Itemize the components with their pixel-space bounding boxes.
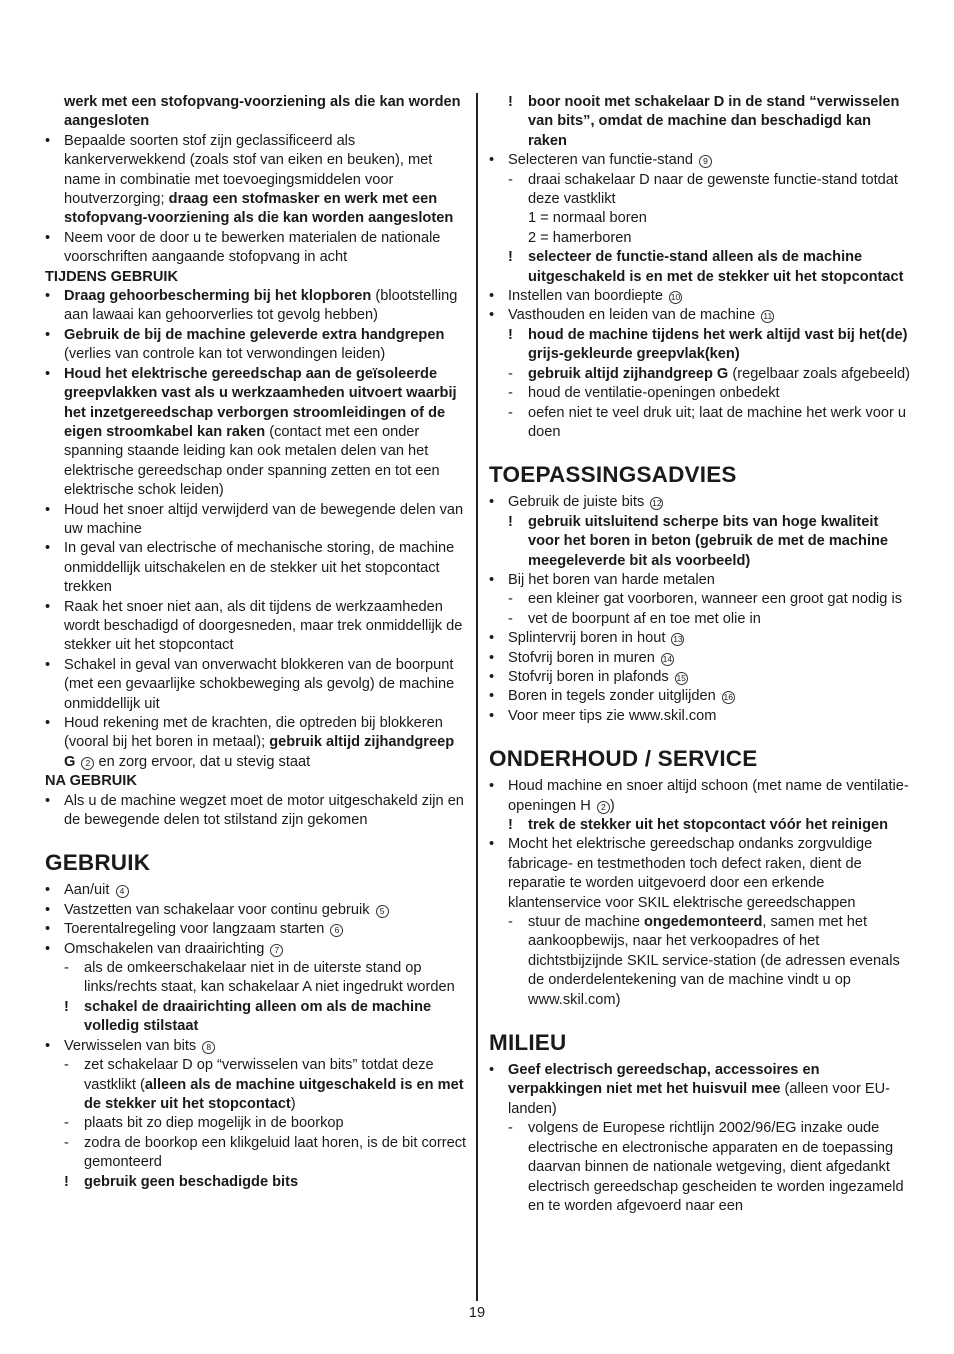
text-run: Houd het elektrische gereedschap aan de geïsoleerde greepvlakken vast als u werkzaamheden uitvoert waarbij het inzetgereedschap verborgen stroomleidingen of de eigen stroomkabel kan raken xyxy=(64,365,457,440)
warning-marker: ! xyxy=(508,817,513,833)
item-text xyxy=(64,93,467,132)
list-marker: • xyxy=(489,494,495,511)
right-column xyxy=(489,93,911,1216)
text-run: Houd het snoer altijd verwijderd van de bewegende delen van uw machine xyxy=(64,501,464,537)
item-text xyxy=(64,1037,467,1056)
item-text xyxy=(84,998,467,1037)
dash-item xyxy=(489,384,911,403)
bullet-item xyxy=(489,306,911,325)
bullet-item xyxy=(489,287,911,306)
warning-item xyxy=(45,998,467,1037)
left-column xyxy=(45,93,467,1192)
dash-item xyxy=(489,610,911,629)
bullet-item xyxy=(45,714,467,772)
text-run: oefen niet te veel druk uit; laat de machine het werk voor u doen xyxy=(528,404,907,440)
list-marker: • xyxy=(45,792,51,809)
item-text xyxy=(528,404,911,443)
text-run: 1 = normaal boren xyxy=(528,210,647,227)
warning-item xyxy=(489,93,911,151)
text-run: ) xyxy=(290,1095,296,1112)
warning-marker: ! xyxy=(64,1173,69,1190)
bullet-item xyxy=(489,649,911,668)
dash-item xyxy=(489,1119,911,1216)
item-text xyxy=(84,1134,467,1173)
figure-reference-number: 12 xyxy=(652,498,662,509)
text-run: In geval van electrische of mechanische storing, de machine onmiddellijk uitschakelen en de stekker uit het stopcontact trekken xyxy=(64,540,455,596)
list-marker: • xyxy=(45,598,51,615)
item-text xyxy=(528,229,911,248)
list-marker: • xyxy=(489,288,495,305)
text-run: TOEPASSINGSADVIES xyxy=(489,462,737,488)
item-text xyxy=(508,493,911,512)
text-run: ONDERHOUD / SERVICE xyxy=(489,746,758,772)
page-number: 19 xyxy=(468,1305,486,1321)
text-run: NA GEBRUIK xyxy=(45,773,137,790)
text-run: Verwisselen van bits xyxy=(64,1037,201,1054)
text-run: draag een stofmasker en werk met een stofopvang-voorziening als die kan worden aangesloten xyxy=(64,191,454,227)
subsection-label xyxy=(45,268,467,287)
figure-reference-number: 14 xyxy=(662,653,673,664)
list-marker: - xyxy=(508,404,513,421)
figure-reference-number: 16 xyxy=(723,692,733,703)
item-text xyxy=(508,287,911,306)
item-text xyxy=(528,513,911,571)
list-marker: • xyxy=(489,152,495,169)
list-marker: • xyxy=(489,836,495,853)
dash-item xyxy=(45,959,467,998)
text-run: draai schakelaar D naar de gewenste functie-stand totdat deze vastklikt xyxy=(528,171,898,208)
bullet-item xyxy=(45,365,467,501)
item-text xyxy=(508,687,911,706)
text-run: 2 = hamerboren xyxy=(528,229,632,246)
warning-item xyxy=(45,1173,467,1192)
item-text xyxy=(64,881,467,900)
text-run: vet de boorpunt af en toe met olie in xyxy=(528,610,761,627)
item-text xyxy=(45,268,467,287)
text-run: Mocht het elektrische gereedschap ondanks zorgvuldige fabricage- en testmethoden toch defect raken, dient de reparatie te worden uitgevoerd door een erkende klantenservice voor SKIL elektrische gereedschappen xyxy=(508,836,873,911)
item-text xyxy=(84,959,467,998)
text-run: ongedemonteerd xyxy=(644,914,763,931)
text-run: Aan/uit xyxy=(64,882,114,899)
dash-item xyxy=(45,1134,467,1173)
text-run: als de omkeerschakelaar niet in de uiterste stand op links/rechts staat, kan schakelaar A niet ingedrukt worden xyxy=(84,960,455,996)
text-run: Schakel in geval van onverwacht blokkeren van de boorpunt (met een gevaarlijke schokbeweging als gevolg) de machine onmiddellijk uit xyxy=(64,656,455,712)
text-run: MILIEU xyxy=(489,1030,567,1056)
text-run: GEBRUIK xyxy=(45,850,151,876)
bullet-item xyxy=(45,287,467,326)
bullet-item xyxy=(45,132,467,229)
list-marker: • xyxy=(45,940,51,957)
bullet-item xyxy=(45,792,467,831)
list-marker: • xyxy=(489,778,495,795)
item-text xyxy=(64,940,467,959)
list-marker: • xyxy=(489,571,495,588)
warning-marker: ! xyxy=(508,94,513,110)
item-text xyxy=(64,901,467,920)
bullet-item xyxy=(45,501,467,540)
item-text xyxy=(528,93,911,151)
text-run: boor nooit met schakelaar D in de stand “verwisselen van bits”, omdat de machine dan beschadigd kan raken xyxy=(528,94,900,149)
list-marker: - xyxy=(64,960,69,977)
text-run: trek de stekker uit het stopcontact vóór het reinigen xyxy=(528,817,889,833)
list-marker: • xyxy=(45,921,51,938)
item-text xyxy=(508,649,911,668)
warning-item xyxy=(489,513,911,571)
text-run: plaats bit zo diep mogelijk in de boorkop xyxy=(84,1115,344,1132)
text-run: (verlies van controle kan tot verwondingen leiden) xyxy=(64,346,386,363)
text-run: selecteer de functie-stand alleen als de machine uitgeschakeld is en met de stekker uit het stopcontact xyxy=(528,249,904,285)
bullet-item xyxy=(489,1061,911,1119)
text-run: Bepaalde soorten stof zijn geclassificeerd als kankerverwekkend (zoals stof van eiken en beuken), met name in combinatie met toevoegingsmiddelen voor houtverzorging; xyxy=(64,132,433,208)
dash-item xyxy=(489,365,911,384)
bullet-item xyxy=(489,777,911,816)
subsection-label xyxy=(45,772,467,791)
text-run: werk met een stofopvang-voorziening als die kan worden aangesloten xyxy=(64,94,461,130)
text-run: gebruik uitsluitend scherpe bits van hoge kwaliteit voor het boren in beton (gebruik de met de machine meegeleverde bit als voorbeeld) xyxy=(528,513,889,569)
text-run: alleen als de machine uitgeschakeld is en met de stekker uit het stopcontact xyxy=(84,1076,464,1112)
list-marker: - xyxy=(508,385,513,402)
list-marker: • xyxy=(489,688,495,705)
figure-reference-number: 4 xyxy=(116,885,129,898)
text-run: houd de machine tijdens het werk altijd vast bij het(de) grijs-gekleurde greepvlak(ken) xyxy=(528,326,908,363)
item-text xyxy=(528,326,911,365)
item-text xyxy=(64,920,467,939)
item-text xyxy=(508,777,911,816)
text-run: Boren in tegels zonder uitglijden xyxy=(508,688,720,705)
bullet-item xyxy=(45,940,467,959)
item-text xyxy=(528,171,911,210)
text-run: houd de ventilatie-openingen onbedekt xyxy=(528,385,780,402)
text-run: (regelbaar zoals afgebeeld) xyxy=(728,365,911,382)
dash-item xyxy=(489,404,911,443)
text-run: (contact met een onder spanning staande leiding kan ook metalen delen van het elektrische gereedschap onder spanning zetten en tot een elektrische schok leiden) xyxy=(64,423,440,499)
list-marker: - xyxy=(64,1057,69,1074)
figure-reference-number: 9 xyxy=(699,155,712,168)
item-text xyxy=(64,714,467,772)
text-run: Toerentalregeling voor langzaam starten xyxy=(64,921,329,938)
item-text xyxy=(64,132,467,229)
bullet-item xyxy=(489,571,911,590)
text-run: Splintervrij boren in hout xyxy=(508,630,670,647)
dash-item xyxy=(45,1056,467,1114)
item-text xyxy=(528,590,911,609)
text-run: Draag gehoorbescherming bij het klopboren xyxy=(64,288,372,305)
list-marker: - xyxy=(508,365,513,382)
bullet-item xyxy=(45,598,467,656)
figure-reference-number: 2 xyxy=(81,757,94,770)
bullet-item xyxy=(45,229,467,268)
section-heading xyxy=(45,830,467,881)
item-text xyxy=(508,668,911,687)
item-text xyxy=(64,792,467,831)
bullet-item xyxy=(489,835,911,913)
list-marker xyxy=(45,93,64,132)
text-run: Gebruik de juiste bits xyxy=(508,494,649,511)
figure-reference-number: 8 xyxy=(202,1041,215,1054)
item-text xyxy=(64,229,467,268)
text-run: en zorg ervoor, dat u stevig staat xyxy=(94,753,311,770)
item-text xyxy=(64,598,467,656)
bullet-item xyxy=(45,326,467,365)
text-run: gebruik altijd zijhandgreep G xyxy=(528,365,729,382)
list-marker: - xyxy=(508,1120,513,1137)
text-run: ) xyxy=(609,797,615,814)
list-marker xyxy=(508,209,528,228)
list-marker: • xyxy=(489,707,495,724)
dash-item-continued xyxy=(489,209,911,228)
item-text xyxy=(528,384,911,403)
item-text xyxy=(508,151,911,170)
text-run: gebruik geen beschadigde bits xyxy=(84,1173,299,1190)
text-run: Vasthouden en leiden van de machine xyxy=(508,307,760,324)
list-marker: • xyxy=(489,668,495,685)
section-heading xyxy=(489,726,911,777)
list-marker: - xyxy=(508,610,513,627)
dash-item-continued xyxy=(489,229,911,248)
list-marker: • xyxy=(489,307,495,324)
bullet-item xyxy=(45,920,467,939)
text-run: (blootstelling aan lawaai kan gehoorverlies tot gevolg hebben) xyxy=(64,288,458,324)
text-run: Instellen van boordiepte xyxy=(508,288,668,305)
item-text xyxy=(45,772,467,791)
bullet-item xyxy=(489,493,911,512)
item-text xyxy=(64,656,467,714)
figure-reference-number: 13 xyxy=(673,634,683,645)
text-run: Bij het boren van harde metalen xyxy=(508,571,715,588)
figure-reference-number: 2 xyxy=(597,801,610,814)
item-text xyxy=(64,501,467,540)
text-run: Voor meer tips zie www.skil.com xyxy=(508,707,717,724)
list-marker: • xyxy=(45,288,51,305)
text-run: Gebruik de bij de machine geleverde extra handgrepen xyxy=(64,326,445,343)
list-marker: • xyxy=(45,365,51,382)
list-marker: • xyxy=(489,1062,495,1079)
list-marker: - xyxy=(508,591,513,608)
dash-item xyxy=(489,171,911,210)
item-text xyxy=(64,287,467,326)
bullet-item xyxy=(489,707,911,726)
item-text xyxy=(508,707,911,726)
list-marker: • xyxy=(45,882,51,899)
column-divider xyxy=(476,93,478,1301)
warning-marker: ! xyxy=(64,998,69,1015)
warning-item xyxy=(489,816,911,835)
list-marker: • xyxy=(45,715,51,731)
text-run: stuur de machine xyxy=(528,914,645,931)
item-text xyxy=(528,248,911,287)
item-text xyxy=(528,209,911,228)
list-marker: • xyxy=(45,901,51,918)
list-marker: • xyxy=(45,229,51,246)
section-heading xyxy=(489,1010,911,1061)
item-text xyxy=(528,365,911,384)
bullet-item xyxy=(489,629,911,648)
dash-item xyxy=(45,1114,467,1133)
item-text xyxy=(84,1114,467,1133)
list-marker: - xyxy=(508,914,513,931)
text-run: Houd rekening met de krachten, die optreden bij blokkeren (vooral bij het boren in metaal); xyxy=(64,715,443,751)
text-run: volgens de Europese richtlijn 2002/96/EG inzake oude electrische en electronische apparaten en de toepassing daarvan binnen de nationale wetgeving, dient afgedankt electrisch gereedschap gescheiden te worden ingezameld en te worden afgevoerd naar een xyxy=(528,1120,904,1214)
item-text xyxy=(84,1056,467,1114)
warning-marker: ! xyxy=(508,326,513,343)
text-run: zet schakelaar D op “verwisselen van bits” totdat deze vastklikt ( xyxy=(84,1057,434,1093)
bullet-item xyxy=(489,668,911,687)
item-text xyxy=(84,1173,467,1192)
text-run: schakel de draairichting alleen om als de machine volledig stilstaat xyxy=(84,998,432,1035)
text-run: Selecteren van functie-stand xyxy=(508,152,698,169)
text-run: (alleen voor EU-landen) xyxy=(508,1081,890,1117)
list-marker: - xyxy=(64,1134,69,1151)
item-text xyxy=(528,816,911,835)
list-marker: • xyxy=(45,501,51,518)
bullet-item xyxy=(45,539,467,597)
text-run: Raak het snoer niet aan, als dit tijdens de werkzaamheden wordt beschadigd of doorgesneden, maar trek onmiddellijk de stekker uit het stopcontact xyxy=(64,598,463,654)
text-run: Geef electrisch gereedschap, accessoires en verpakkingen niet met het huisvuil mee xyxy=(508,1062,820,1098)
item-text xyxy=(64,365,467,501)
bullet-item xyxy=(489,151,911,170)
list-marker: • xyxy=(489,630,495,647)
list-marker xyxy=(508,229,528,248)
list-marker: - xyxy=(64,1115,69,1132)
text-run: een kleiner gat voorboren, wanneer een groot gat nodig is xyxy=(528,591,903,608)
list-marker: • xyxy=(489,649,495,666)
text-run: Neem voor de door u te bewerken materialen de nationale voorschriften aangaande stofopvang in acht xyxy=(64,229,441,266)
item-text xyxy=(528,1119,911,1216)
text-run: Stofvrij boren in plafonds xyxy=(508,668,673,685)
text-run: TIJDENS GEBRUIK xyxy=(45,268,178,285)
warning-item xyxy=(489,248,911,287)
bullet-item xyxy=(489,687,911,706)
text-run: Stofvrij boren in muren xyxy=(508,649,659,666)
text-run: , samen met het aankoopbewijs, naar het verkoopadres of het dichtstbijzijnde SKIL service-station (de adressen evenals de onderdelentekening van de machine vindt u op www.skil.com) xyxy=(528,914,900,1008)
list-marker: • xyxy=(45,656,51,673)
figure-reference-number: 6 xyxy=(330,924,343,937)
list-marker: • xyxy=(45,132,51,149)
item-text xyxy=(64,326,467,365)
figure-reference-number: 10 xyxy=(670,292,681,303)
text-run: zodra de boorkop een klikgeluid laat horen, is de bit correct gemonteerd xyxy=(84,1134,467,1171)
item-text xyxy=(508,629,911,648)
list-marker: • xyxy=(45,326,51,343)
dash-item xyxy=(489,913,911,1010)
list-marker: • xyxy=(45,540,51,557)
text-run: Als u de machine wegzet moet de motor uitgeschakeld zijn en de bewegende delen tot stilstand zijn gekomen xyxy=(64,792,464,829)
bullet-item xyxy=(45,1037,467,1056)
figure-reference-number: 15 xyxy=(676,672,686,683)
section-heading xyxy=(489,442,911,493)
item-text xyxy=(508,571,911,590)
list-marker: • xyxy=(45,1037,51,1054)
list-marker: - xyxy=(508,171,513,188)
item-text xyxy=(508,306,911,325)
item-text xyxy=(64,539,467,597)
bullet-item xyxy=(45,881,467,900)
figure-reference-number: 5 xyxy=(376,905,389,918)
item-text xyxy=(508,1061,911,1119)
figure-reference-number: 7 xyxy=(270,944,283,957)
text-run: gebruik altijd zijhandgreep G xyxy=(64,734,455,770)
dash-item xyxy=(489,590,911,609)
warning-marker: ! xyxy=(508,249,513,266)
text-run: Houd machine en snoer altijd schoon (met name de ventilatie-openingen H xyxy=(508,778,909,814)
bullet-item-continued xyxy=(45,93,467,132)
warning-item xyxy=(489,326,911,365)
text-run: Omschakelen van draairichting xyxy=(64,940,269,957)
bullet-item xyxy=(45,901,467,920)
warning-marker: ! xyxy=(508,513,513,530)
figure-reference-number: 11 xyxy=(761,310,774,323)
item-text xyxy=(528,913,911,1010)
bullet-item xyxy=(45,656,467,714)
item-text xyxy=(508,835,911,913)
item-text xyxy=(528,610,911,629)
text-run: Vastzetten van schakelaar voor continu gebruik xyxy=(64,901,374,918)
